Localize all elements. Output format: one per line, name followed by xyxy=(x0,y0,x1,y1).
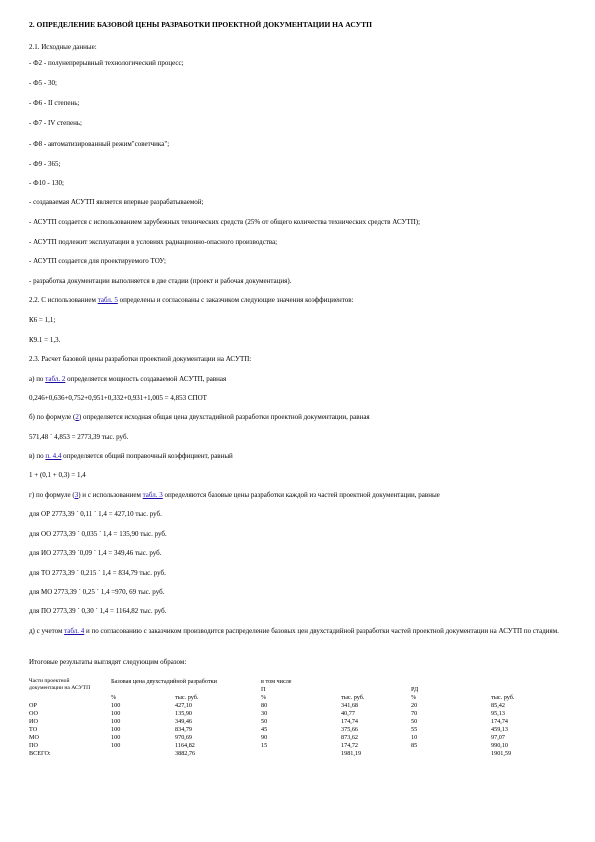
total-rd: 1901,59 xyxy=(491,750,512,757)
link-table-5[interactable]: табл. 5 xyxy=(97,296,118,304)
link-p-4-4[interactable]: п. 4.4 xyxy=(45,452,62,460)
bullet-two-stages: - разработка документации выполняется в две стадии (проект и рабочая документация). xyxy=(29,277,292,285)
unit-rub: тыс. руб. xyxy=(175,694,199,701)
formula-a: 0,246+0,636+0,752+0,951+0,332+0,931+1,005 = 4,853 СПОТ xyxy=(29,394,207,402)
table-cell: ТО xyxy=(29,726,38,733)
table-cell: 100 xyxy=(111,742,121,749)
bullet-f8: - Ф8 - автоматизированный режим"советчика"; xyxy=(29,140,170,148)
header-stage-rd: РД xyxy=(411,686,419,693)
text-fragment: б) по формуле ( xyxy=(29,413,76,421)
table-cell: 80 xyxy=(261,702,268,709)
header-parts: Части проектной документации на АСУТП xyxy=(29,678,91,691)
price-po: для ПО 2773,39 ´ 0,30 ´ 1,4 = 1164,82 тыс. руб. xyxy=(29,607,167,615)
item-d xyxy=(29,627,564,636)
table-cell: ПО xyxy=(29,742,38,749)
subsection-2-3: 2.3. Расчет базовой цены разработки проектной документации на АСУТП: xyxy=(29,355,252,363)
table-cell: 20 xyxy=(411,702,418,709)
table-cell: 95,13 xyxy=(491,710,505,717)
table-row xyxy=(29,742,551,750)
link-table-2[interactable]: табл. 2 xyxy=(45,375,66,383)
table-cell: 50 xyxy=(411,718,418,725)
price-mo: для МО 2773,39 ´ 0,25 ´ 1,4 =970, 69 тыс. руб. xyxy=(29,588,165,596)
price-or: для ОР 2773,39 ´ 0,11 ´ 1,4 = 427,10 тыс. руб. xyxy=(29,510,162,518)
price-oo: для ОО 2773,39 ´ 0,035 ´ 1,4 = 135,90 тыс. руб. xyxy=(29,530,167,538)
table-cell: 100 xyxy=(111,702,121,709)
text-fragment: 2.2. С использованием xyxy=(29,296,98,304)
link-formula-3[interactable]: 3 xyxy=(74,491,79,499)
table-cell: 85 xyxy=(411,742,418,749)
results-table xyxy=(29,678,551,758)
table-row xyxy=(29,718,551,726)
total-base: 3882,76 xyxy=(175,750,196,757)
table-cell: ОР xyxy=(29,702,37,709)
table-cell: 174,72 xyxy=(341,742,359,749)
text-fragment: ) и с использованием xyxy=(78,491,143,499)
bullet-f2: - Ф2 - полунепрерывный технологический процесс; xyxy=(29,59,184,67)
text-fragment: определяются базовые цены разработки каждой из частей проектной документации, равные xyxy=(162,491,440,499)
table-cell: 10 xyxy=(411,734,418,741)
table-cell: 1164,82 xyxy=(175,742,195,749)
table-cell: 970,69 xyxy=(175,734,193,741)
bullet-radiation: - АСУТП подлежит эксплуатации в условиях радиационно-опасного производства; xyxy=(29,238,278,246)
table-total-row xyxy=(29,750,551,758)
bullet-f9: - Ф9 - 365; xyxy=(29,160,61,168)
text-fragment: и по согласованию с заказчиком производится распределение базовых цен двухстадийной разработки частей проектной документации на АСУТП по стадиям. xyxy=(84,627,559,635)
table-cell: 40,77 xyxy=(341,710,355,717)
formula-b: 571,48 ´ 4,853 = 2773,39 тыс. руб. xyxy=(29,433,129,441)
coef-k6: К6 = 1,1; xyxy=(29,316,56,324)
unit-rub: тыс. руб. xyxy=(341,694,365,701)
total-p: 1981,19 xyxy=(341,750,362,757)
table-cell: 135,90 xyxy=(175,710,193,717)
table-cell: 70 xyxy=(411,710,418,717)
table-cell: 85,42 xyxy=(491,702,505,709)
table-cell: 349,46 xyxy=(175,718,193,725)
header-stage-p: П xyxy=(261,686,266,693)
bullet-f5: - Ф5 - 30; xyxy=(29,79,57,87)
bullet-f7: - Ф7 - IV степень; xyxy=(29,119,82,127)
header-including: в том числе xyxy=(261,678,292,685)
item-a xyxy=(29,375,226,384)
table-cell: 90 xyxy=(261,734,268,741)
table-cell: 834,79 xyxy=(175,726,193,733)
table-cell: 50 xyxy=(261,718,268,725)
table-cell: 97,07 xyxy=(491,734,505,741)
text-fragment: д) с учетом xyxy=(29,627,65,635)
table-cell: 100 xyxy=(111,718,121,725)
table-cell: 100 xyxy=(111,710,121,717)
table-cell: 174,74 xyxy=(341,718,359,725)
text-fragment: определяется общий поправочный коэффициент, равный xyxy=(61,452,233,460)
text-fragment: определяется мощность создаваемой АСУТП, равная xyxy=(65,375,227,383)
bullet-new-system: - создаваемая АСУТП является впервые разрабатываемой; xyxy=(29,198,204,206)
text-fragment: в) по xyxy=(29,452,46,460)
link-table-3[interactable]: табл. 3 xyxy=(142,491,163,499)
table-row xyxy=(29,726,551,734)
subsection-2-2 xyxy=(29,296,354,305)
item-b xyxy=(29,413,370,422)
formula-v: 1 + (0,1 + 0,3) = 1,4 xyxy=(29,471,86,479)
link-formula-2[interactable]: 2 xyxy=(75,413,79,421)
table-cell: ОО xyxy=(29,710,38,717)
text-fragment: г) по формуле ( xyxy=(29,491,75,499)
bullet-foreign-equipment: - АСУТП создается с использованием зарубежных технических средств (25% от общего количества технических средств АСУТП); xyxy=(29,218,421,226)
text-fragment: а) по xyxy=(29,375,46,383)
table-cell: 341,68 xyxy=(341,702,359,709)
table-cell: 990,10 xyxy=(491,742,509,749)
coef-k9-1: К9.1 = 1,3. xyxy=(29,336,61,344)
table-cell: 459,13 xyxy=(491,726,509,733)
table-cell: 427,10 xyxy=(175,702,193,709)
table-cell: 45 xyxy=(261,726,268,733)
table-row xyxy=(29,702,551,710)
unit-percent: % xyxy=(261,694,267,701)
unit-percent: % xyxy=(411,694,417,701)
header-base-price: Базовая цена двухстадийной разработки xyxy=(111,678,217,685)
table-cell: 100 xyxy=(111,734,121,741)
item-g xyxy=(29,491,440,500)
table-cell: 174,74 xyxy=(491,718,509,725)
table-cell: 100 xyxy=(111,726,121,733)
item-v xyxy=(29,452,233,461)
table-cell: МО xyxy=(29,734,39,741)
summary-text: Итоговые результаты выглядят следующим образом: xyxy=(29,658,187,666)
table-cell: 30 xyxy=(261,710,268,717)
text-fragment: определены и согласованы с заказчиком следующие значения коэффициентов: xyxy=(117,296,354,304)
price-to: для ТО 2773,39 ´ 0,215 ´ 1,4 = 834,79 тыс. руб. xyxy=(29,569,166,577)
table-cell: 15 xyxy=(261,742,268,749)
subsection-2-1: 2.1. Исходные данные: xyxy=(29,43,97,51)
bullet-f10: - Ф10 - 130; xyxy=(29,179,64,187)
price-io: для ИО 2773,39 ´0,09 ´ 1,4 = 349,46 тыс. руб. xyxy=(29,549,162,557)
text-fragment: ) определяется исходная общая цена двухстадийной разработки проектной документации, равная xyxy=(78,413,370,421)
table-cell: ИО xyxy=(29,718,38,725)
table-cell: 873,62 xyxy=(341,734,359,741)
table-cell: 55 xyxy=(411,726,418,733)
section-title: 2. ОПРЕДЕЛЕНИЕ БАЗОВОЙ ЦЕНЫ РАЗРАБОТКИ ПРОЕКТНОЙ ДОКУМЕНТАЦИИ НА АСУТП xyxy=(29,20,372,29)
table-units-row xyxy=(29,694,551,702)
table-header-row xyxy=(29,678,551,686)
bullet-f6: - Ф6 - II степень; xyxy=(29,99,80,107)
unit-percent: % xyxy=(111,694,117,701)
table-row xyxy=(29,710,551,718)
bullet-tou: - АСУТП создается для проектируемого ТОУ; xyxy=(29,257,166,265)
unit-rub: тыс. руб. xyxy=(491,694,515,701)
table-cell: 375,66 xyxy=(341,726,359,733)
total-label: ВСЕГО: xyxy=(29,750,51,757)
table-row xyxy=(29,734,551,742)
link-table-4[interactable]: табл. 4 xyxy=(64,627,85,635)
